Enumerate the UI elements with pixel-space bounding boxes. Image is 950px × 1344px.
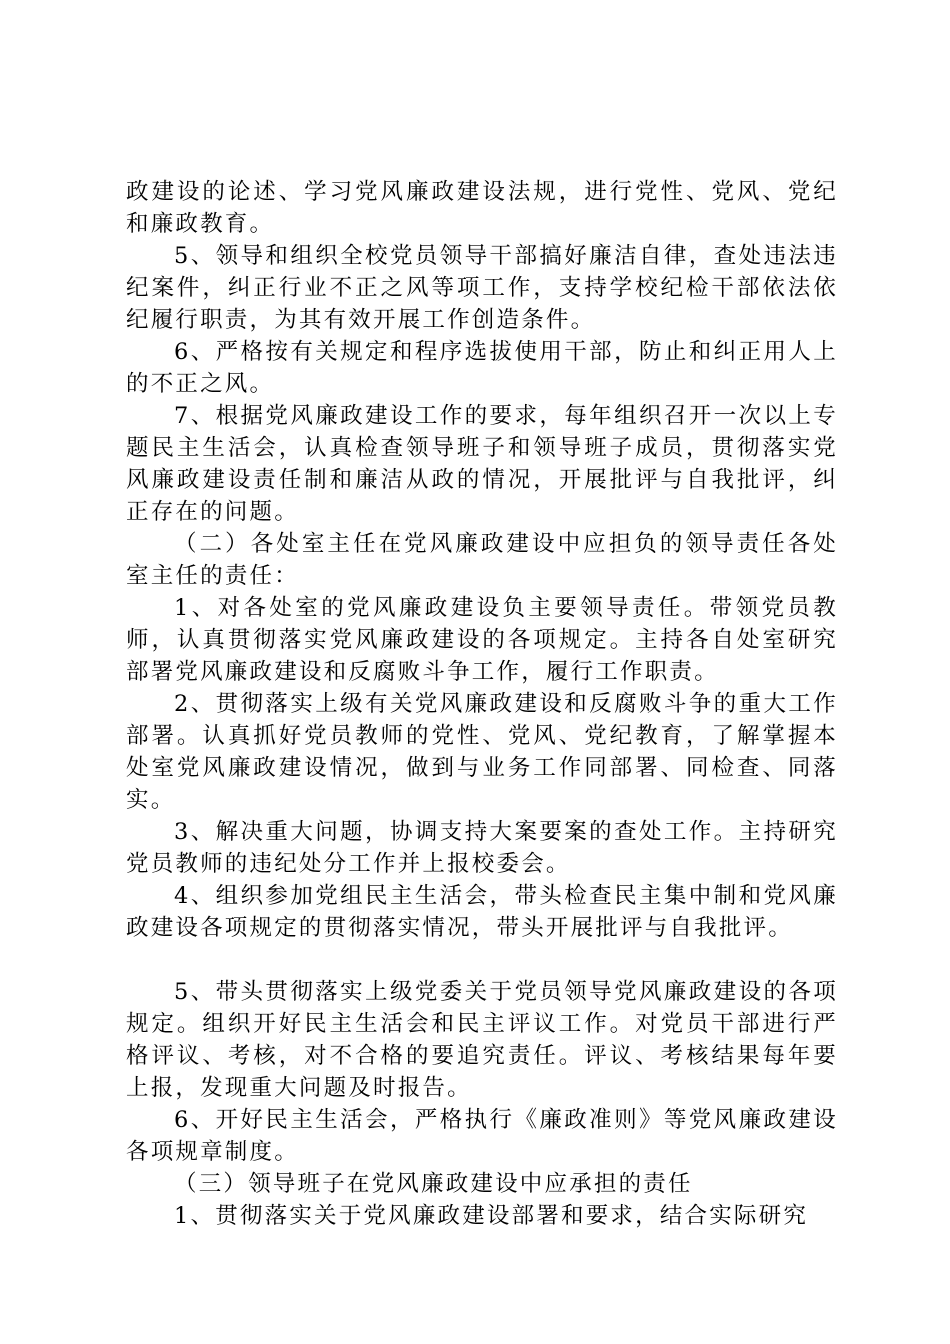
paragraph-gap bbox=[126, 944, 838, 976]
document-body bbox=[126, 176, 838, 1232]
paragraph-item-1b: 1、贯彻落实关于党风廉政建设部署和要求，结合实际研究 bbox=[174, 1203, 809, 1229]
paragraph-item-5: 5、领导和组织全校党员领导干部搞好廉洁自律，查处违法违纪案件，纠正行业不正之风等项工作，支持学校纪检干部依法依纪履行职责，为其有效开展工作创造条件。 bbox=[126, 243, 838, 333]
paragraph-item-4: 4、组织参加党组民主生活会，带头检查民主集中制和党风廉政建设各项规定的贯彻落实情况，带头开展批评与自我批评。 bbox=[126, 883, 838, 941]
paragraph-item-6b: 6、开好民主生活会，严格执行《廉政准则》等党风廉政建设各项规章制度。 bbox=[126, 1107, 838, 1165]
paragraph-item-5b: 5、带头贯彻落实上级党委关于党员领导党风廉政建设的各项规定。组织开好民主生活会和民主评议工作。对党员干部进行严格评议、考核，对不合格的要追究责任。评议、考核结果每年要上报，发现重大问题及时报告。 bbox=[126, 979, 838, 1101]
paragraph-item-3: 3、解决重大问题，协调支持大案要案的查处工作。主持研究党员教师的违纪处分工作并上报校委会。 bbox=[126, 819, 838, 877]
paragraph-item-2: 2、贯彻落实上级有关党风廉政建设和反腐败斗争的重大工作部署。认真抓好党员教师的党性、党风、党纪教育，了解掌握本处室党风廉政建设情况，做到与业务工作同部署、同检查、同落实。 bbox=[126, 691, 838, 813]
section-heading-3: （三）领导班子在党风廉政建设中应承担的责任 bbox=[174, 1171, 693, 1197]
section-heading-2: （二）各处室主任在党风廉政建设中应担负的领导责任各处室主任的责任： bbox=[126, 531, 838, 589]
paragraph-item-1: 1、对各处室的党风廉政建设负主要领导责任。带领党员教师，认真贯彻落实党风廉政建设的各项规定。主持各自处室研究部署党风廉政建设和反腐败斗争工作，履行工作职责。 bbox=[126, 595, 838, 685]
paragraph-item-6: 6、严格按有关规定和程序选拔使用干部，防止和纠正用人上的不正之风。 bbox=[126, 339, 838, 397]
paragraph-continuation: 政建设的论述、学习党风廉政建设法规，进行党性、党风、党纪和廉政教育。 bbox=[126, 179, 838, 237]
paragraph-item-7: 7、根据党风廉政建设工作的要求，每年组织召开一次以上专题民主生活会，认真检查领导班子和领导班子成员，贯彻落实党风廉政建设责任制和廉洁从政的情况，开展批评与自我批评，纠正存在的问题。 bbox=[126, 403, 838, 525]
